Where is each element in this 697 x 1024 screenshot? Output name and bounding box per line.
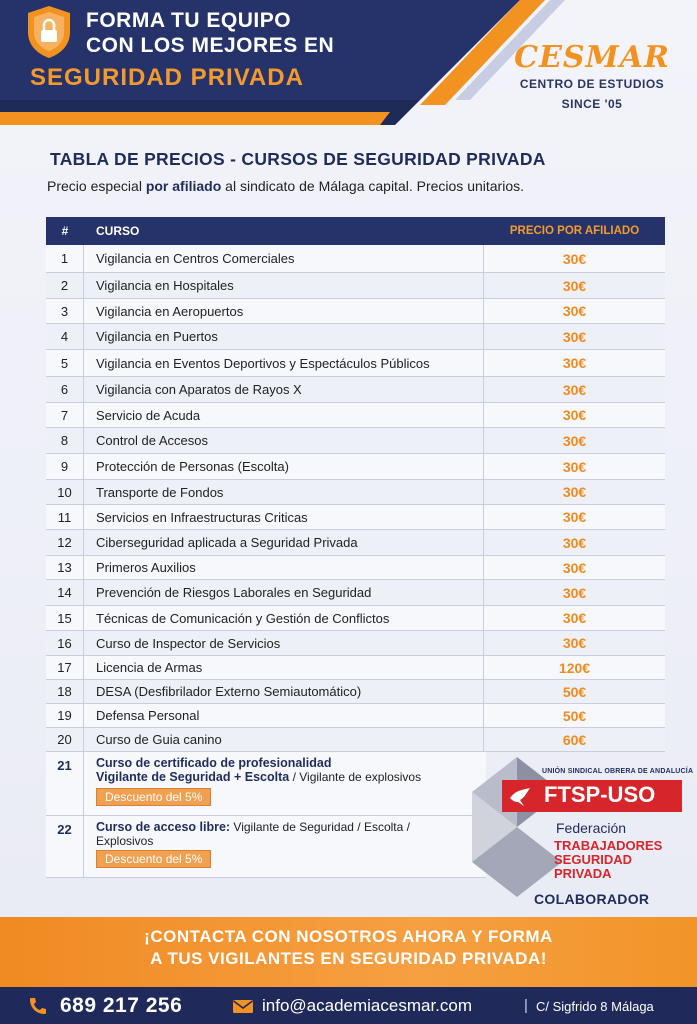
cta-text bbox=[0, 926, 697, 970]
row-number: 22 bbox=[46, 816, 84, 877]
row-course: Curso de Inspector de Servicios bbox=[84, 631, 484, 655]
row-price: 50€ bbox=[562, 683, 587, 700]
row-number: 2 bbox=[46, 273, 84, 298]
table-row bbox=[46, 480, 665, 505]
row-price: 30€ bbox=[562, 277, 587, 294]
discount-badge: Descuento del 5% bbox=[96, 788, 211, 806]
row-number: 4 bbox=[46, 324, 84, 349]
table-body bbox=[46, 245, 665, 752]
row-price: 30€ bbox=[562, 328, 587, 345]
row-price: 30€ bbox=[562, 610, 587, 626]
table-row bbox=[46, 273, 665, 299]
table-row bbox=[46, 454, 665, 480]
row-course: Vigilancia en Eventos Deportivos y Espectáculos Públicos bbox=[84, 350, 484, 376]
brand-name: CESMAR bbox=[514, 40, 670, 75]
table-row bbox=[46, 324, 665, 350]
row-number: 7 bbox=[46, 403, 84, 427]
row-number: 8 bbox=[46, 428, 84, 453]
row-course: Vigilancia con Aparatos de Rayos X bbox=[84, 377, 484, 402]
row-course: Vigilancia en Hospitales bbox=[84, 273, 484, 298]
row-price: 30€ bbox=[562, 509, 587, 525]
cesmar-logo bbox=[512, 40, 672, 111]
row-price: 120€ bbox=[558, 659, 591, 676]
table-row bbox=[46, 530, 665, 556]
header-title-line1: FORMA TU EQUIPO bbox=[86, 9, 292, 32]
price-table bbox=[46, 217, 665, 752]
row-course: Licencia de Armas bbox=[84, 656, 484, 679]
row-number: 20 bbox=[46, 728, 84, 751]
collaborator-label: COLABORADOR bbox=[534, 891, 650, 907]
row-course: Protección de Personas (Escolta) bbox=[84, 454, 484, 479]
row-course: Servicio de Acuda bbox=[84, 403, 484, 427]
table-row bbox=[46, 606, 665, 631]
header-title bbox=[86, 8, 334, 58]
table-row bbox=[46, 580, 665, 606]
table-row bbox=[46, 631, 665, 656]
row-number: 18 bbox=[46, 680, 84, 703]
subtitle-bold: por afiliado bbox=[145, 178, 222, 194]
footer-separator: | bbox=[524, 997, 528, 1014]
row-number: 17 bbox=[46, 656, 84, 679]
col-course-header: CURSO bbox=[96, 224, 140, 238]
course-rest: Vigilante de Seguridad / Escolta / Explosivos bbox=[96, 820, 410, 848]
row-course bbox=[84, 816, 486, 877]
discount-badge: Descuento del 5% bbox=[96, 850, 211, 868]
cta-line1: ¡CONTACTA CON NOSOTROS AHORA Y FORMA bbox=[144, 927, 553, 946]
email-link[interactable]: info@academiacesmar.com bbox=[262, 996, 473, 1015]
row-number: 3 bbox=[46, 299, 84, 323]
ftsp-uso-wordmark: FTSP-USO bbox=[544, 782, 656, 807]
row-number: 13 bbox=[46, 556, 84, 579]
phone-icon bbox=[28, 997, 48, 1015]
brand-subtitle: CENTRO DE ESTUDIOS bbox=[519, 77, 665, 91]
table-row bbox=[46, 299, 665, 324]
table-row-21 bbox=[46, 752, 486, 816]
row-number: 16 bbox=[46, 631, 84, 655]
row-course: Transporte de Fondos bbox=[84, 480, 484, 504]
federation-name bbox=[554, 839, 662, 881]
federation-name-line2: SEGURIDAD bbox=[554, 852, 633, 867]
row-number: 12 bbox=[46, 530, 84, 555]
row-course: Vigilancia en Aeropuertos bbox=[84, 299, 484, 323]
course-line2-rest: / Vigilante de explosivos bbox=[289, 770, 422, 784]
table-row-22 bbox=[46, 816, 486, 878]
table-subtitle bbox=[47, 178, 524, 194]
row-course: Vigilancia en Puertos bbox=[84, 324, 484, 349]
row-price: 30€ bbox=[562, 635, 587, 651]
col-num-header: # bbox=[61, 224, 69, 238]
row-number: 11 bbox=[46, 505, 84, 529]
header-title-line2: CON LOS MEJORES EN bbox=[86, 34, 335, 57]
row-course: DESA (Desfibrilador Externo Semiautomático) bbox=[84, 680, 484, 703]
row-course bbox=[84, 752, 486, 815]
row-price: 30€ bbox=[562, 303, 587, 319]
row-course: Primeros Auxilios bbox=[84, 556, 484, 579]
row-course: Ciberseguridad aplicada a Seguridad Privada bbox=[84, 530, 484, 555]
phone-number[interactable]: 689 217 256 bbox=[60, 994, 183, 1017]
federation-name-line1: TRABAJADORES bbox=[554, 838, 663, 853]
row-number: 10 bbox=[46, 480, 84, 504]
row-number: 21 bbox=[46, 752, 84, 815]
union-name: UNIÓN SINDICAL OBRERA DE ANDALUCÍA bbox=[542, 768, 694, 775]
table-row bbox=[46, 428, 665, 454]
col-price-header: PRECIO POR AFILIADO bbox=[509, 225, 640, 237]
table-row bbox=[46, 556, 665, 580]
shield-lock-icon bbox=[24, 4, 74, 60]
row-course: Control de Accesos bbox=[84, 428, 484, 453]
row-price: 30€ bbox=[562, 559, 587, 576]
contact-footer bbox=[0, 987, 697, 1024]
row-price: 50€ bbox=[562, 707, 587, 724]
row-course: Técnicas de Comunicación y Gestión de Conflictos bbox=[84, 606, 484, 630]
table-row bbox=[46, 680, 665, 704]
table-row bbox=[46, 656, 665, 680]
row-price: 30€ bbox=[562, 407, 587, 423]
row-price: 30€ bbox=[562, 355, 587, 371]
ftsp-uso-logo bbox=[472, 752, 694, 912]
row-price: 30€ bbox=[562, 250, 587, 267]
row-price: 30€ bbox=[562, 458, 587, 475]
row-course: Servicios en Infraestructuras Criticas bbox=[84, 505, 484, 529]
row-number: 9 bbox=[46, 454, 84, 479]
row-price: 60€ bbox=[562, 731, 587, 748]
cta-line2: A TUS VIGILANTES EN SEGURIDAD PRIVADA! bbox=[150, 949, 547, 968]
table-row bbox=[46, 704, 665, 728]
table-row bbox=[46, 728, 665, 752]
row-number: 19 bbox=[46, 704, 84, 727]
row-course: Prevención de Riesgos Laborales en Seguridad bbox=[84, 580, 484, 605]
row-price: 30€ bbox=[562, 484, 587, 500]
table-header bbox=[46, 217, 665, 245]
row-number: 15 bbox=[46, 606, 84, 630]
table-row bbox=[46, 403, 665, 428]
header-title-line3: SEGURIDAD PRIVADA bbox=[30, 64, 304, 91]
course-line1: Curso de certificado de profesionalidad bbox=[96, 756, 332, 770]
header-banner bbox=[0, 0, 697, 125]
table-title: TABLA DE PRECIOS - CURSOS DE SEGURIDAD PRIVADA bbox=[50, 149, 546, 169]
table-row bbox=[46, 377, 665, 403]
mail-icon bbox=[232, 999, 254, 1014]
row-price: 30€ bbox=[562, 381, 587, 398]
row-course: Vigilancia en Centros Comerciales bbox=[84, 245, 484, 272]
address: C/ Sigfrido 8 Málaga bbox=[536, 999, 654, 1014]
federation-name-line3: PRIVADA bbox=[554, 866, 612, 881]
row-course: Curso de Guia canino bbox=[84, 728, 484, 751]
subtitle-pre: Precio especial bbox=[47, 178, 146, 194]
federacion-label: Federación bbox=[556, 820, 627, 836]
table-row bbox=[46, 505, 665, 530]
table-row bbox=[46, 350, 665, 377]
row-number: 5 bbox=[46, 350, 84, 376]
row-price: 30€ bbox=[562, 534, 587, 551]
row-number: 1 bbox=[46, 245, 84, 272]
cta-banner bbox=[0, 917, 697, 987]
row-number: 14 bbox=[46, 580, 84, 605]
row-price: 30€ bbox=[562, 584, 587, 601]
bird-icon bbox=[508, 786, 532, 808]
course-line2-bold: Vigilante de Seguridad + Escolta bbox=[96, 770, 290, 784]
row-number: 6 bbox=[46, 377, 84, 402]
row-course: Defensa Personal bbox=[84, 704, 484, 727]
row-price: 30€ bbox=[562, 432, 587, 449]
course-bold: Curso de acceso libre: bbox=[96, 820, 231, 834]
table-row bbox=[46, 245, 665, 273]
brand-since: SINCE '05 bbox=[561, 97, 623, 111]
subtitle-post: al sindicato de Málaga capital. Precios unitarios. bbox=[221, 178, 524, 194]
